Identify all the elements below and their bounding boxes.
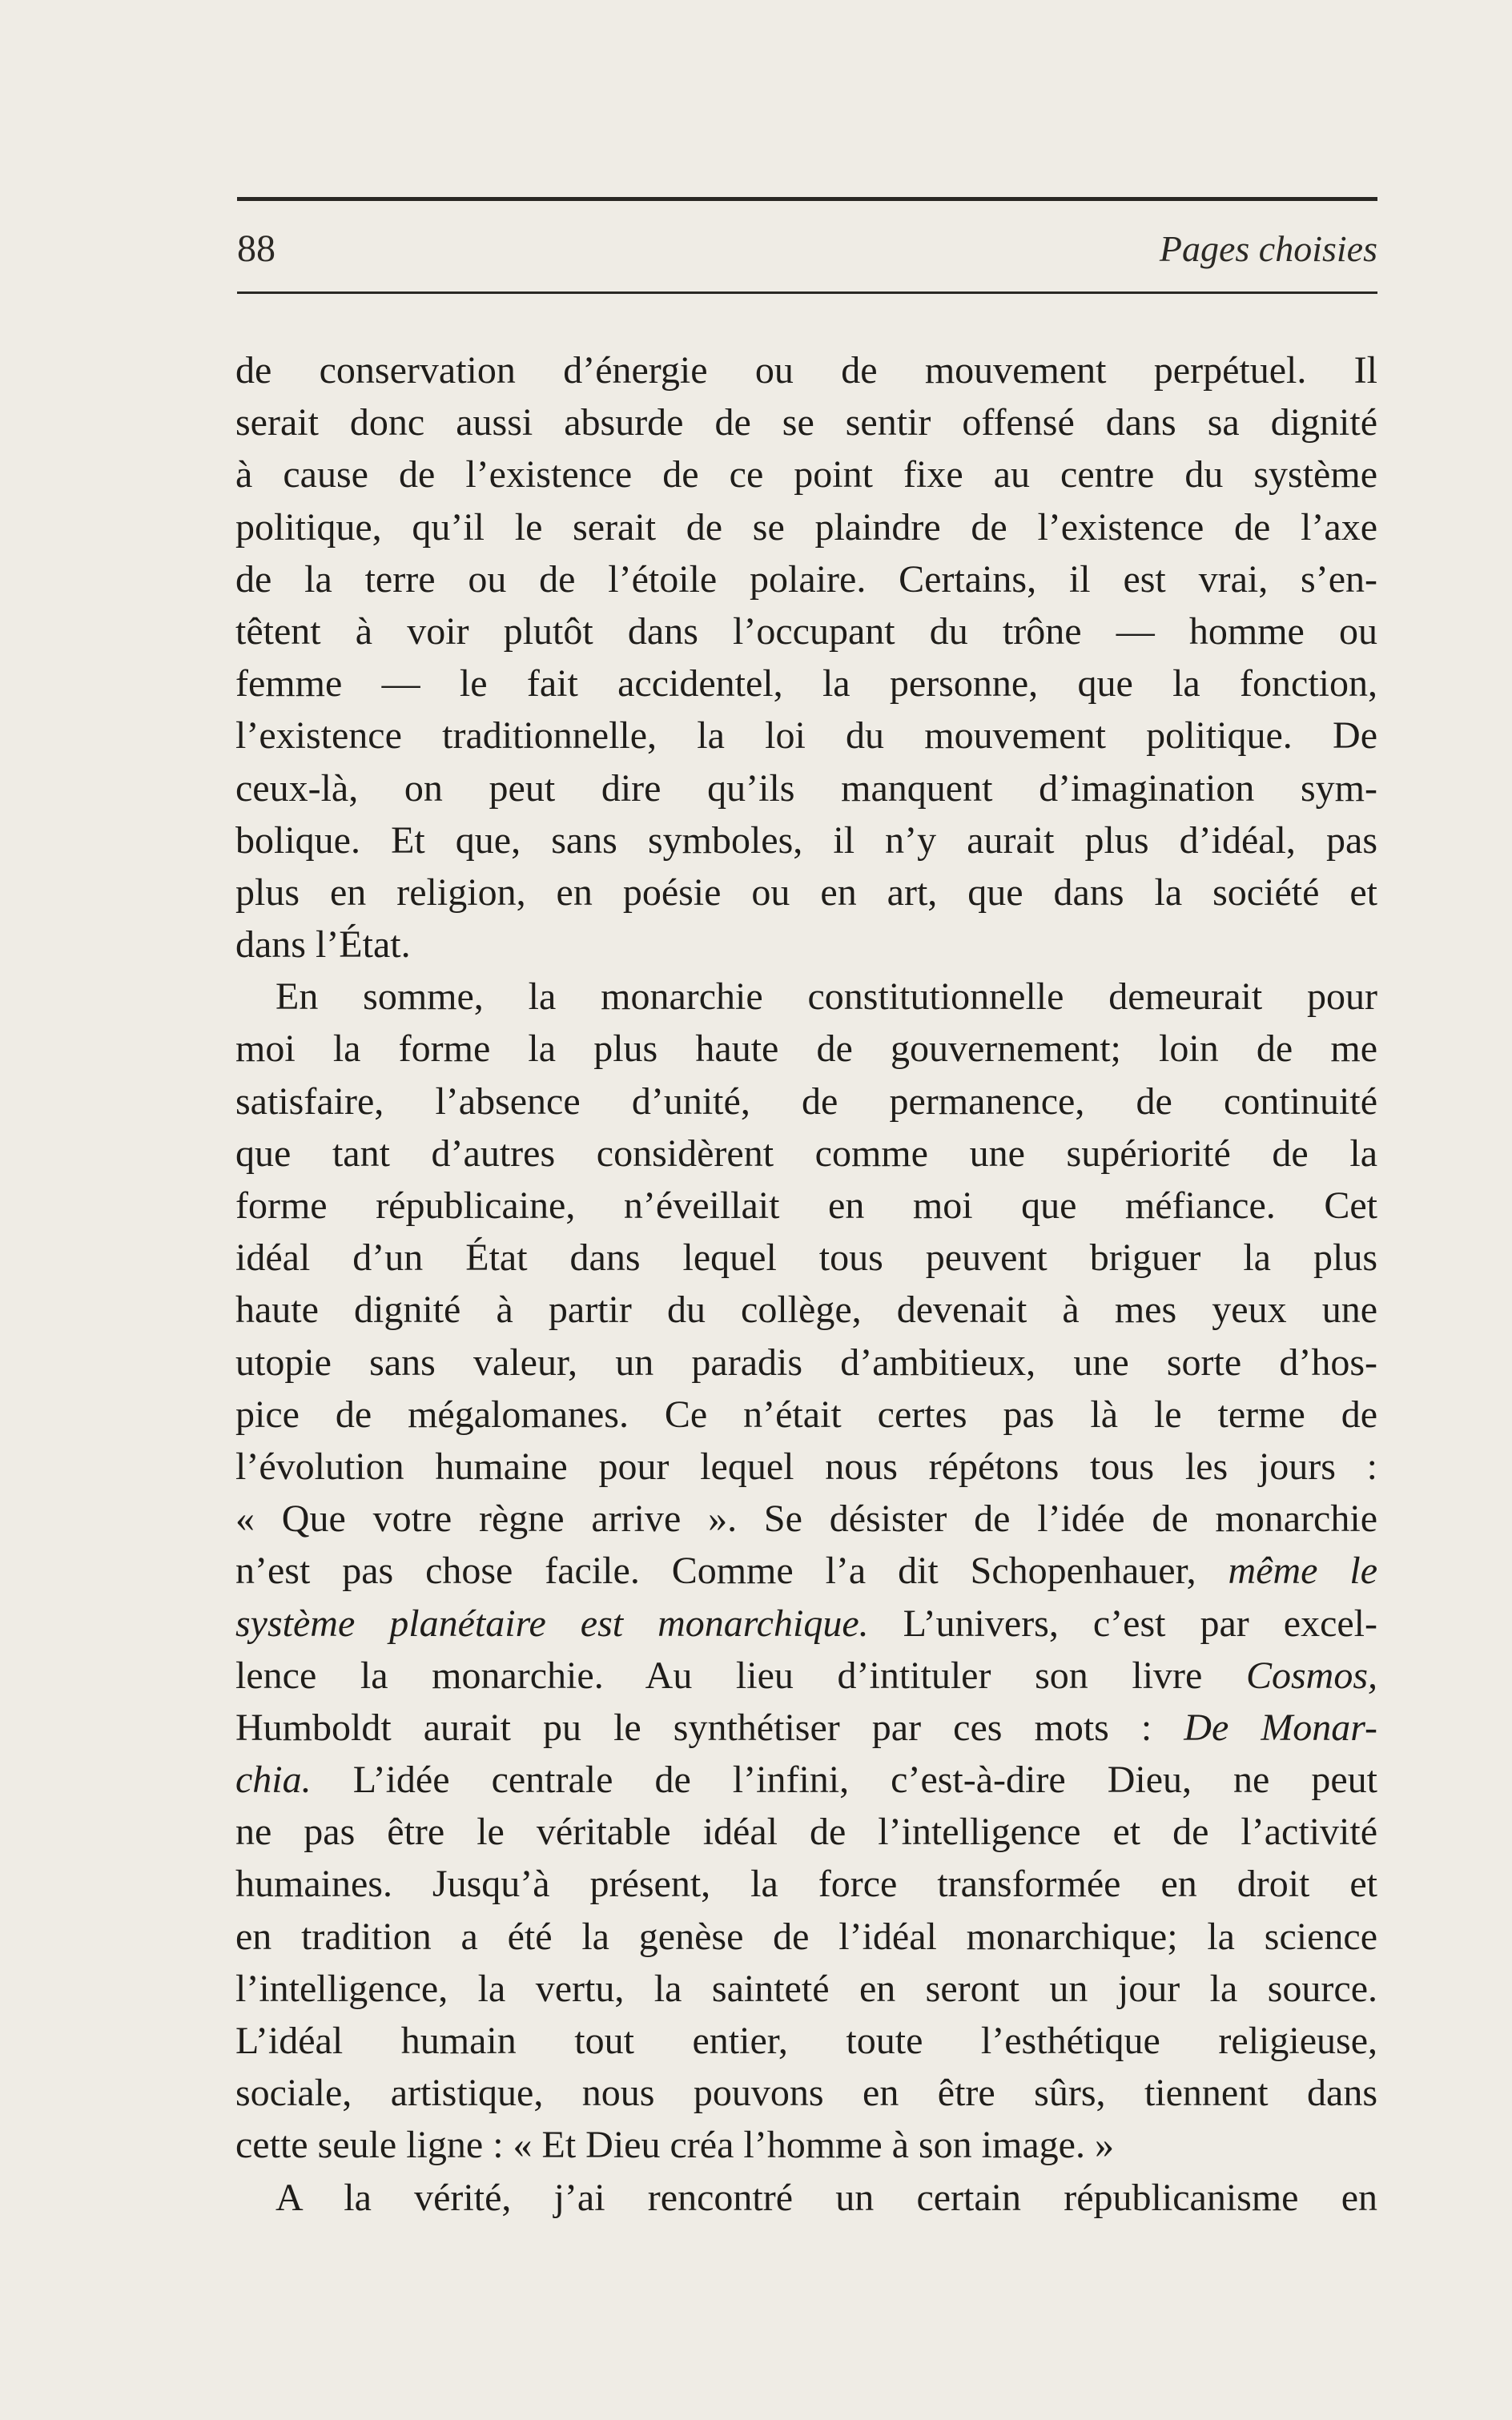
text-line: humaines. Jusqu’à présent, la force transformée en droit et	[235, 1863, 1377, 1906]
text-line: bolique. Et que, sans symboles, il n’y aurait plus d’idéal, pas	[235, 818, 1377, 862]
text-line: politique, qu’il le serait de se plaindre de l’existence de l’axe	[235, 505, 1377, 549]
text-line: à cause de l’existence de ce point fixe au centre du système	[235, 453, 1377, 496]
text-line: haute dignité à partir du collège, devenait à mes yeux une	[235, 1288, 1377, 1332]
text-line: têtent à voir plutôt dans l’occupant du trône — homme ou	[235, 609, 1377, 653]
text-line: femme — le fait accidentel, la personne, que la fonction,	[235, 662, 1377, 705]
text-line: dans l’État.	[235, 923, 411, 967]
page-header	[237, 221, 1377, 277]
text-line: ne pas être le véritable idéal de l’intelligence et de l’activité	[235, 1811, 1377, 1854]
text-line: serait donc aussi absurde de se sentir offensé dans sa dignité	[235, 401, 1377, 444]
header-top-rule	[237, 197, 1377, 201]
text-line	[235, 1545, 1377, 1597]
text-line: satisfaire, l’absence d’unité, de permanence, de continuité	[235, 1079, 1377, 1123]
text-line: en tradition a été la genèse de l’idéal monarchique; la science	[235, 1915, 1377, 1958]
italic-run: De Monar-	[1184, 1706, 1378, 1749]
header-bottom-rule	[237, 291, 1377, 294]
text-line: « Que votre règne arrive ». Se désister de l’idée de monarchie	[235, 1497, 1377, 1541]
text-run: L’idée centrale de l’infini, c’est-à-dire Dieu, ne peut	[352, 1759, 1378, 1802]
text-run: L’univers, c’est par excel-	[903, 1602, 1378, 1645]
text-line: l’évolution humaine pour lequel nous répétons tous les jours :	[235, 1445, 1377, 1488]
text-line: forme républicaine, n’éveillait en moi que méfiance. Cet	[235, 1184, 1377, 1227]
text-line: L’idéal humain tout entier, toute l’esthétique religieuse,	[235, 2020, 1377, 2062]
text-line: utopie sans valeur, un paradis d’ambitieux, une sorte d’hos-	[235, 1341, 1377, 1384]
text-run: Humboldt aurait pu le synthétiser par ces mots :	[235, 1706, 1152, 1749]
text-line: l’intelligence, la vertu, la sainteté en seront un jour la source.	[235, 1967, 1377, 2010]
text-line	[235, 1702, 1377, 1754]
text-line: A la vérité, j’ai rencontré un certain républicanisme en	[275, 2176, 1377, 2219]
text-line: ceux-là, on peut dire qu’ils manquent d’imagination sym-	[235, 766, 1377, 810]
text-line: cette seule ligne : « Et Dieu créa l’homme à son image. »	[235, 2124, 1114, 2167]
text-line: idéal d’un État dans lequel tous peuvent briguer la plus	[235, 1236, 1377, 1280]
italic-run: même le	[1228, 1550, 1377, 1593]
italic-run: chia.	[235, 1759, 312, 1802]
text-line: de la terre ou de l’étoile polaire. Certains, il est vrai, s’en-	[235, 557, 1377, 601]
text-run: n’est pas chose facile. Comme l’a dit Schopenhauer,	[235, 1550, 1196, 1593]
text-line: l’existence traditionnelle, la loi du mouvement politique. De	[235, 714, 1377, 758]
text-line: pice de mégalomanes. Ce n’était certes pas là le terme de	[235, 1393, 1377, 1436]
page-number: 88	[237, 227, 275, 270]
text-line	[235, 1650, 1377, 1702]
text-line: que tant d’autres considèrent comme une supériorité de la	[235, 1132, 1377, 1175]
running-title: Pages choisies	[1159, 228, 1377, 269]
text-line: de conservation d’énergie ou de mouvement perpétuel. Il	[235, 349, 1377, 392]
text-line: En somme, la monarchie constitutionnelle demeurait pour	[275, 975, 1377, 1019]
italic-run: système planétaire est monarchique.	[235, 1602, 869, 1645]
text-line	[235, 1598, 1377, 1650]
text-line: plus en religion, en poésie ou en art, que dans la société et	[235, 870, 1377, 914]
text-line	[235, 1754, 1377, 1806]
text-run: lence la monarchie. Au lieu d’intituler son livre	[235, 1654, 1203, 1697]
text-line: sociale, artistique, nous pouvons en être sûrs, tiennent dans	[235, 2072, 1377, 2115]
body-text	[235, 344, 1377, 2224]
italic-run: Cosmos,	[1245, 1654, 1378, 1697]
text-line: moi la forme la plus haute de gouvernement; loin de me	[235, 1027, 1377, 1071]
